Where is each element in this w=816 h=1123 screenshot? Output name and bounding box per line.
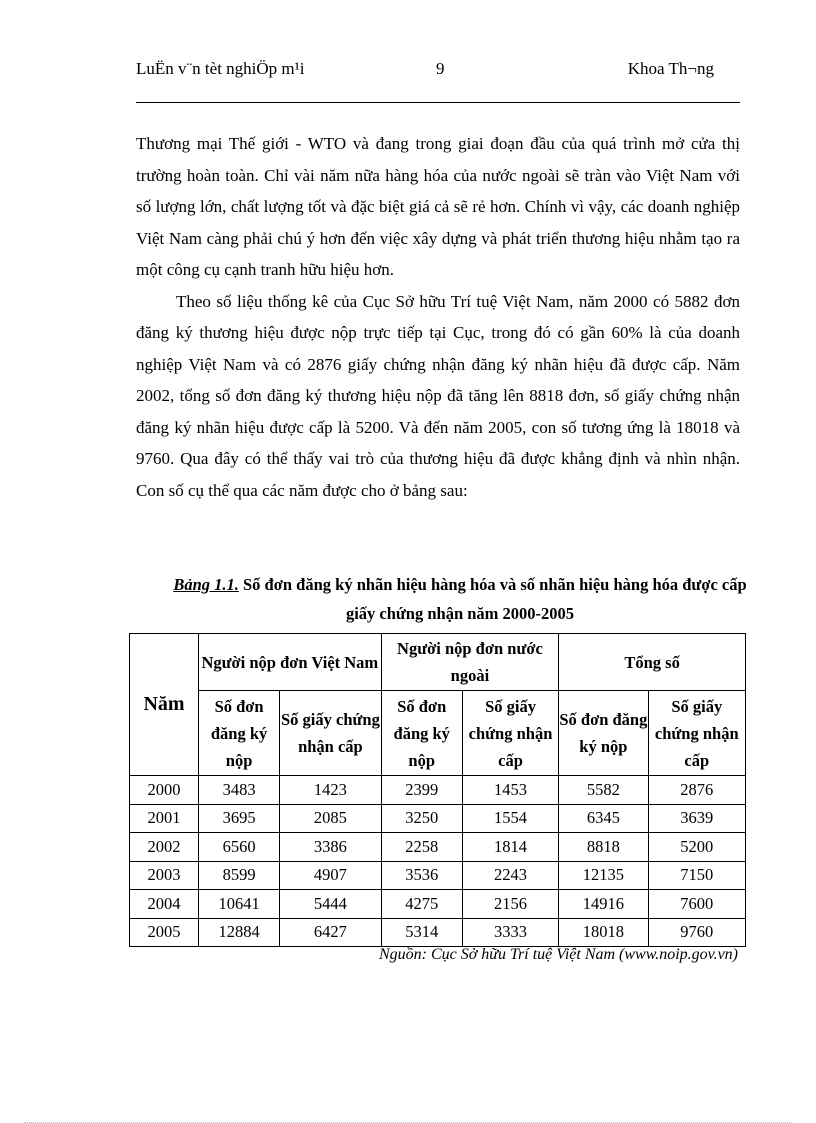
table-cell: 2258 bbox=[381, 833, 462, 862]
table-cell: 5582 bbox=[559, 776, 648, 805]
table-cell: 4275 bbox=[381, 890, 462, 919]
header-thesis-title: LuËn v¨n tèt nghiÖp m¹i bbox=[136, 59, 305, 78]
table-cell: 6427 bbox=[280, 918, 381, 947]
trademark-statistics-table bbox=[129, 633, 746, 947]
paragraph-2: Theo số liệu thống kê của Cục Sở hữu Trí tuệ Việt Nam, năm 2000 có 5882 đơn đăng ký thương hiệu được nộp trực tiếp tại Cục, trong đó có gần 60% là của doanh nghiệp Việt Nam và có 2876 giấy chứng nhận đăng ký nhãn hiệu đã được cấp. Năm 2002, tổng số đơn đăng ký thương hiệu nộp đã tăng lên 8818 đơn, số giấy chứng nhận đăng ký nhãn hiệu được cấp là 5200. Và đến năm 2005, con số tương ứng là 18018 và 9760. Qua đây có thể thấy vai trò của thương hiệu đã được khẳng định và nhìn nhận. Con số cụ thể qua các năm được cho ở bảng sau: bbox=[136, 291, 740, 500]
table-cell: 3536 bbox=[381, 861, 462, 890]
table-cell: 1814 bbox=[462, 833, 558, 862]
paragraph-1: Thương mại Thế giới - WTO và đang trong giai đoạn đầu của quá trình mở cửa thị trường hoàn toàn. Chỉ vài năm nữa hàng hóa của nước ngoài sẽ tràn vào Việt Nam với số lượng lớn, chất lượng tốt và đặc biệt giá cả sẽ rẻ hơn. Chính vì vậy, các doanh nghiệp Việt Nam càng phải chú ý hơn đến việc xây dựng và phát triển thương hiệu nhằm tạo ra một công cụ cạnh tranh hữu hiệu hơn. bbox=[136, 134, 740, 279]
table-row bbox=[130, 833, 746, 862]
table-cell: 2085 bbox=[280, 804, 381, 833]
page-header bbox=[136, 58, 740, 103]
table-header-row bbox=[130, 634, 746, 691]
table-cell: 7600 bbox=[648, 890, 745, 919]
subheader-cell: Số đơn đăng ký nộp bbox=[199, 691, 280, 776]
table-cell: 2004 bbox=[130, 890, 199, 919]
subheader-cell: Số giấy chứng nhận cấp bbox=[648, 691, 745, 776]
table-cell: 2000 bbox=[130, 776, 199, 805]
header-group-vietnam: Người nộp đơn Việt Nam bbox=[199, 634, 382, 691]
table-row bbox=[130, 804, 746, 833]
table-cell: 9760 bbox=[648, 918, 745, 947]
table-cell: 8599 bbox=[199, 861, 280, 890]
table-row bbox=[130, 776, 746, 805]
table-cell: 2005 bbox=[130, 918, 199, 947]
header-year: Năm bbox=[130, 634, 199, 776]
subheader-cell: Số đơn đăng ký nộp bbox=[559, 691, 648, 776]
header-faculty: Khoa Th¬ng bbox=[627, 59, 714, 78]
subheader-cell: Số giấy chứng nhận cấp bbox=[280, 691, 381, 776]
table-cell: 3386 bbox=[280, 833, 381, 862]
table-subheader-row bbox=[130, 691, 746, 776]
table-row bbox=[130, 890, 746, 919]
table-cell: 3333 bbox=[462, 918, 558, 947]
table-cell: 6560 bbox=[199, 833, 280, 862]
table-cell: 3250 bbox=[381, 804, 462, 833]
table-caption-text: Số đơn đăng ký nhãn hiệu hàng hóa và số nhãn hiệu hàng hóa được cấp giấy chứng nhận năm 2000-2005 bbox=[238, 575, 747, 623]
table-cell: 3483 bbox=[199, 776, 280, 805]
table-cell: 14916 bbox=[559, 890, 648, 919]
header-group-foreign: Người nộp đơn nước ngoài bbox=[381, 634, 559, 691]
table-cell: 12135 bbox=[559, 861, 648, 890]
table-source-note: Nguồn: Cục Sở hữu Trí tuệ Việt Nam (www.noip.gov.vn) bbox=[378, 946, 738, 963]
table-cell: 10641 bbox=[199, 890, 280, 919]
table-cell: 2399 bbox=[381, 776, 462, 805]
subheader-cell: Số giấy chứng nhận cấp bbox=[462, 691, 558, 776]
body-text bbox=[136, 128, 740, 506]
table-cell: 6345 bbox=[559, 804, 648, 833]
subheader-cell: Số đơn đăng ký nộp bbox=[381, 691, 462, 776]
table-cell: 2002 bbox=[130, 833, 199, 862]
table-cell: 2243 bbox=[462, 861, 558, 890]
table-cell: 4907 bbox=[280, 861, 381, 890]
table-cell: 8818 bbox=[559, 833, 648, 862]
table-row bbox=[130, 918, 746, 947]
table-cell: 2156 bbox=[462, 890, 558, 919]
table-cell: 3639 bbox=[648, 804, 745, 833]
table-cell: 5444 bbox=[280, 890, 381, 919]
header-group-total: Tổng số bbox=[559, 634, 746, 691]
table-cell: 2001 bbox=[130, 804, 199, 833]
table-cell: 2003 bbox=[130, 861, 199, 890]
page-number: 9 bbox=[436, 59, 445, 78]
table-cell: 1423 bbox=[280, 776, 381, 805]
table-cell: 12884 bbox=[199, 918, 280, 947]
table-cell: 5200 bbox=[648, 833, 745, 862]
table-cell: 1554 bbox=[462, 804, 558, 833]
table-cell: 1453 bbox=[462, 776, 558, 805]
table-cell: 5314 bbox=[381, 918, 462, 947]
table-cell: 3695 bbox=[199, 804, 280, 833]
table-cell: 7150 bbox=[648, 861, 745, 890]
table-cell: 18018 bbox=[559, 918, 648, 947]
table-caption bbox=[160, 570, 760, 628]
table-row bbox=[130, 861, 746, 890]
table-cell: 2876 bbox=[648, 776, 745, 805]
table-caption-label: Bảng 1.1. bbox=[173, 575, 239, 594]
